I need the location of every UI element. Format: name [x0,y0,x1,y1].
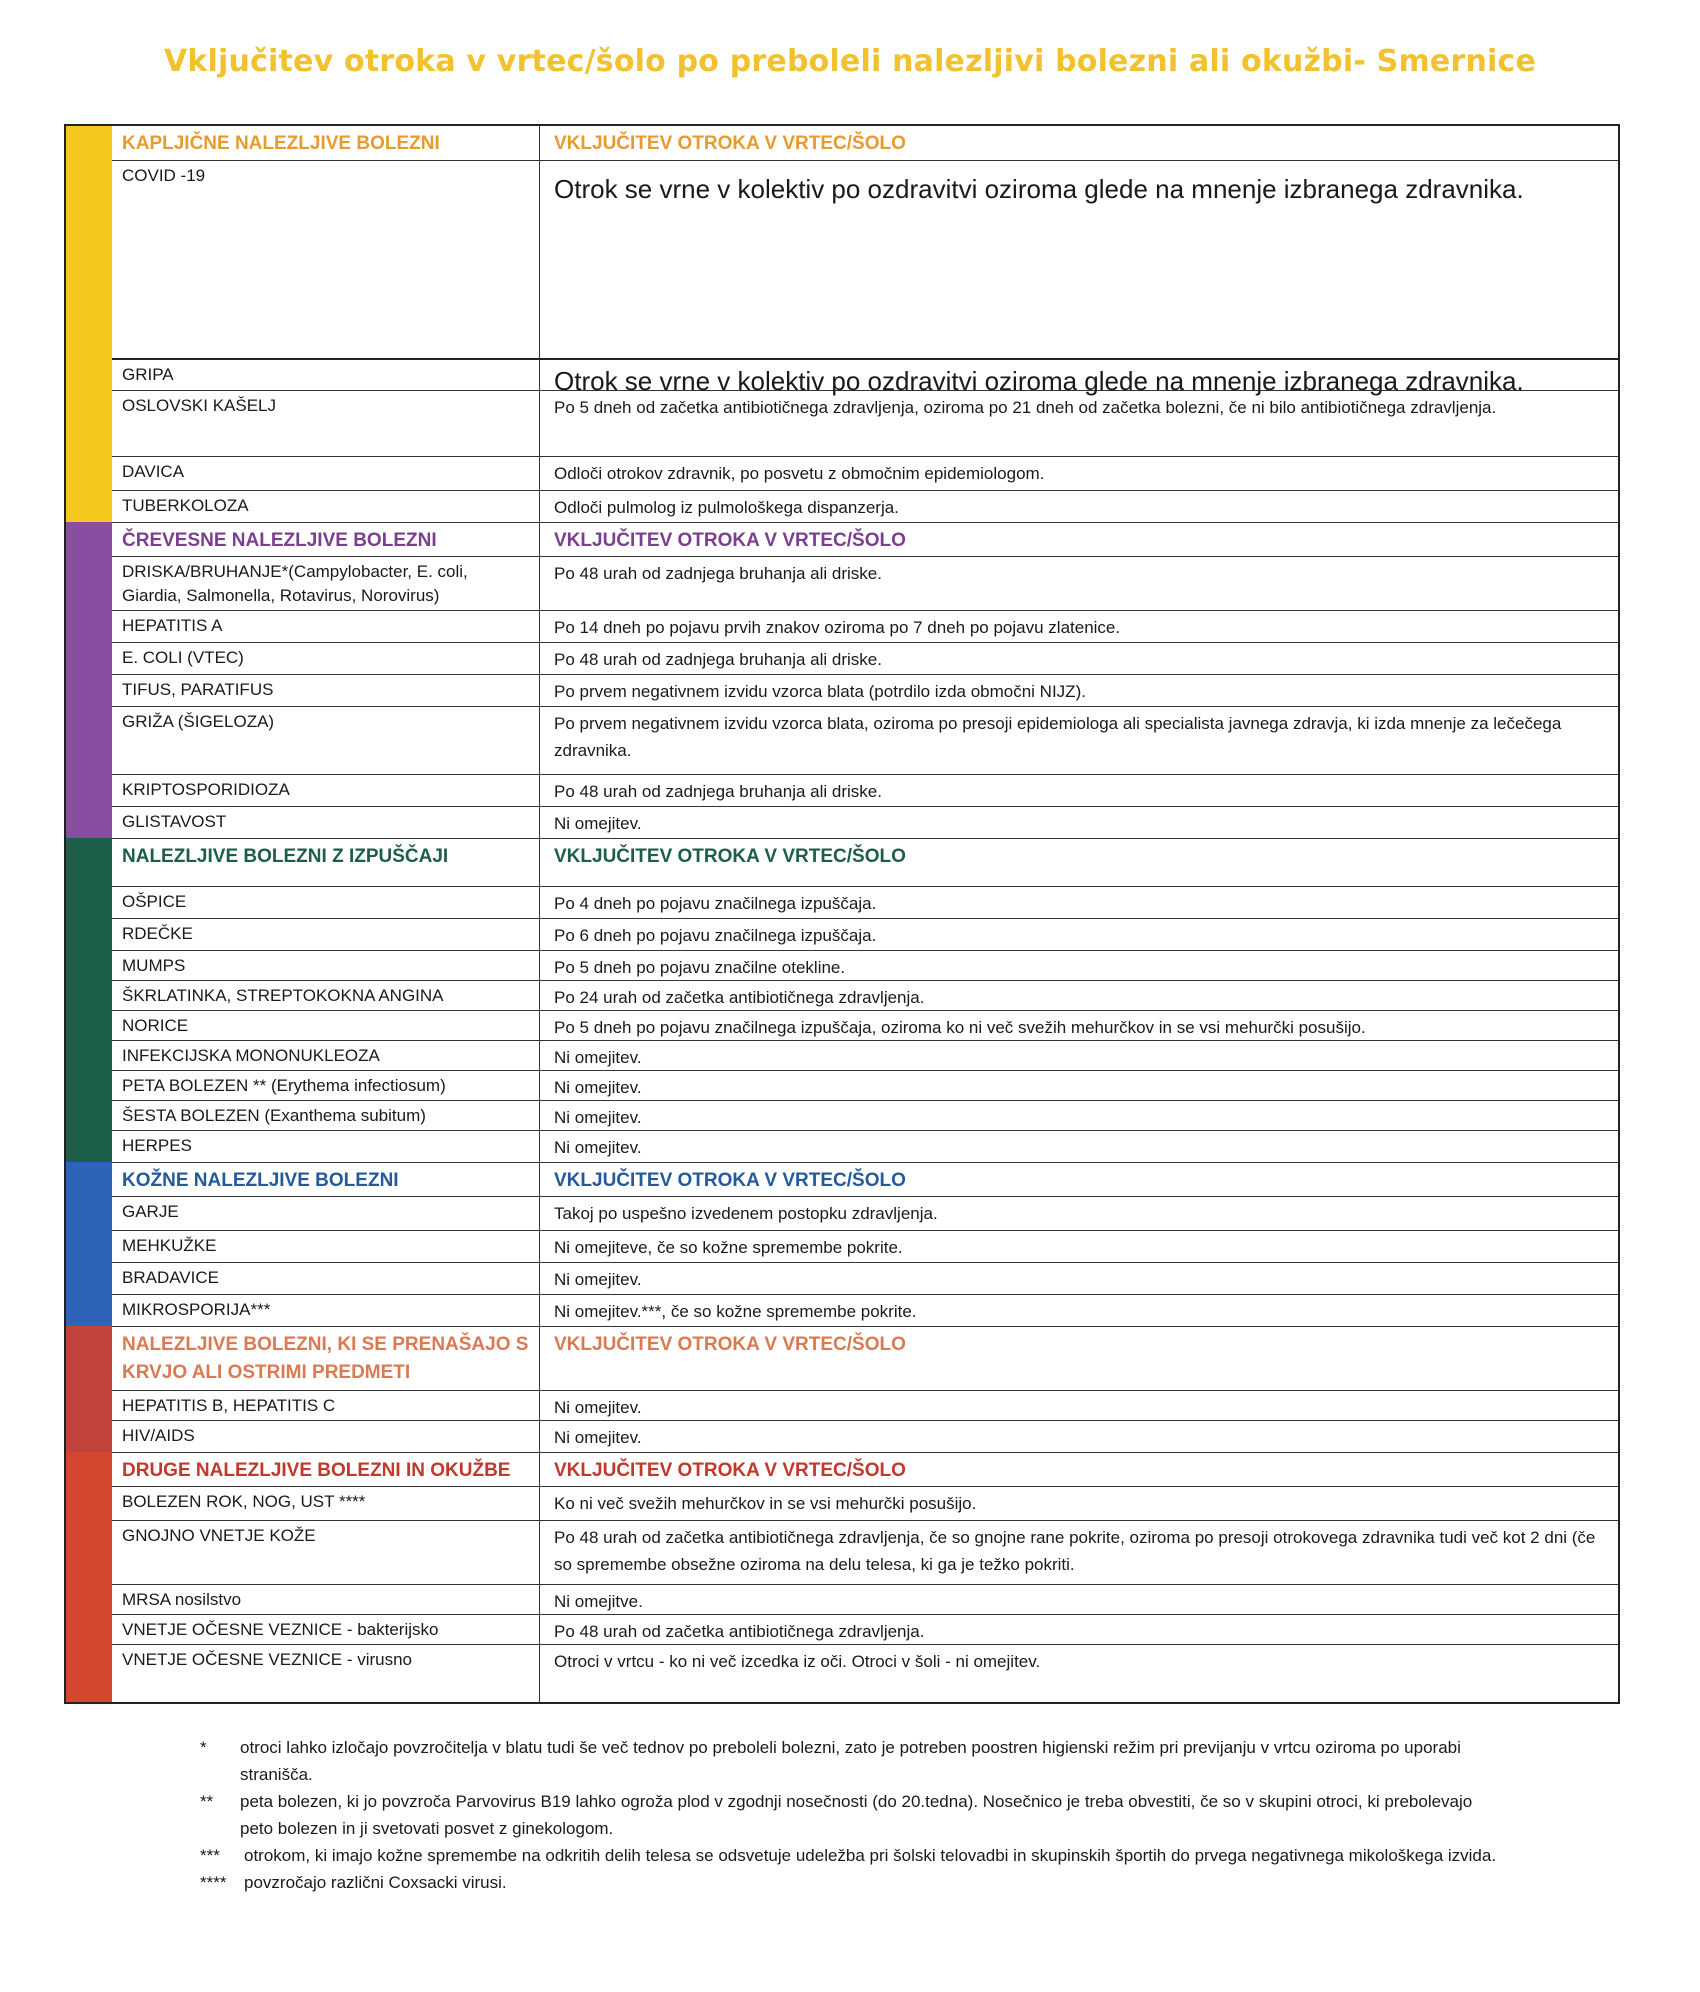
footnote [200,1788,1500,1842]
inclusion-rule: Otrok se vrne v kolektiv po ozdravitvi oziroma glede na mnenje izbranega zdravnika. [554,174,1524,204]
section-color-bar [66,1162,112,1326]
section-header-disease: ČREVESNE NALEZLJIVE BOLEZNI [112,523,540,556]
disease-name: OSLOVSKI KAŠELJ [112,391,540,456]
section-header-disease: NALEZLJIVE BOLEZNI Z IZPUŠČAJI [112,839,540,886]
disease-name: TIFUS, PARATIFUS [112,675,540,706]
disease-name: HERPES [112,1131,540,1162]
disease-name: DAVICA [112,457,540,490]
inclusion-rule: Ni omejitev. [554,1428,642,1447]
section-color-bar [66,838,112,1162]
disease-name: HIV/AIDS [112,1421,540,1452]
disease-name: BOLEZEN ROK, NOG, UST **** [112,1487,540,1520]
inclusion-rule: Po 5 dneh po pojavu značilne otekline. [554,958,846,977]
inclusion-rule: Po 48 urah od zadnjega bruhanja ali driske. [554,782,882,801]
footnote-mark: ** [200,1792,214,1811]
table-row [112,1130,1618,1162]
disease-name: PETA BOLEZEN ** (Erythema infectiosum) [112,1071,540,1100]
section-header-row [112,522,1618,556]
disease-name: MRSA nosilstvo [112,1585,540,1614]
inclusion-rule: Ko ni več svežih mehurčkov in se vsi mehurčki posušijo. [554,1494,977,1513]
inclusion-rule: Po 4 dneh po pojavu značilnega izpuščaja. [554,894,877,913]
section-krvne [66,1326,1618,1452]
section-izpuscaji [66,838,1618,1162]
table-row [112,1294,1618,1326]
inclusion-rule: Takoj po uspešno izvedenem postopku zdravljenja. [554,1204,938,1223]
inclusion-rule: Ni omejitev.***, če so kožne spremembe pokrite. [554,1302,917,1321]
table-row [112,160,1618,358]
footnote-mark: *** [200,1846,220,1865]
guidelines-table [64,124,1620,1704]
table-row [112,1644,1618,1702]
section-header-disease: KAPLJIČNE NALEZLJIVE BOLEZNI [112,126,540,160]
inclusion-rule: Ni omejitev. [554,1398,642,1417]
table-row [112,1486,1618,1520]
footnotes [200,1734,1500,1896]
inclusion-rule: Po 48 urah od zadnjega bruhanja ali driske. [554,564,882,583]
inclusion-rule: Po prvem negativnem izvidu vzorca blata (potrdilo izda območni NIJZ). [554,682,1086,701]
inclusion-rule: Ni omejitev. [554,1138,642,1157]
section-header-disease: NALEZLJIVE BOLEZNI, KI SE PRENAŠAJO S KRVJO ALI OSTRIMI PREDMETI [112,1327,540,1390]
section-header-inclusion: VKLJUČITEV OTROKA V VRTEC/ŠOLO [554,1170,906,1191]
footnote [200,1869,1500,1896]
section-kapljicne [66,126,1618,522]
section-header-inclusion: VKLJUČITEV OTROKA V VRTEC/ŠOLO [554,530,906,551]
table-row [112,1010,1618,1040]
table-row [112,1100,1618,1130]
inclusion-rule: Ni omejitve. [554,1592,643,1611]
table-row [112,1614,1618,1644]
section-color-bar [66,126,112,522]
inclusion-rule: Otrok se vrne v kolektiv po ozdravitvi oziroma glede na mnenje izbranega zdravnika. [554,366,1524,396]
inclusion-rule: Ni omejitev. [554,1078,642,1097]
footnote-text: otrokom, ki imajo kožne spremembe na odkritih delih telesa se odsvetuje udeležba pri šolski telovadbi in skupinskih športih do prvega negativnega mikološkega izvida. [244,1846,1497,1865]
disease-name: TUBERKOLOZA [112,491,540,522]
section-header-inclusion: VKLJUČITEV OTROKA V VRTEC/ŠOLO [554,1334,906,1355]
inclusion-rule: Ni omejitev. [554,1048,642,1067]
section-header-disease: DRUGE NALEZLJIVE BOLEZNI IN OKUŽBE [112,1453,540,1486]
disease-name: MEHKUŽKE [112,1231,540,1262]
disease-name: INFEKCIJSKA MONONUKLEOZA [112,1041,540,1070]
disease-name: NORICE [112,1011,540,1040]
disease-name: BRADAVICE [112,1263,540,1294]
inclusion-rule: Po 48 urah od začetka antibiotičnega zdravljenja, če so gnojne rane pokrite, oziroma po presoji otrokovega zdravnika tudi več kot 2 dni (če so spremembe obsežne oziroma na delu telesa, ki ga je težko pokriti. [554,1528,1596,1574]
table-row [112,642,1618,674]
footnote [200,1734,1500,1788]
footnote-mark: **** [200,1873,227,1892]
footnote-mark: * [200,1738,207,1757]
disease-name: ŠKRLATINKA, STREPTOKOKNA ANGINA [112,981,540,1010]
table-row [112,950,1618,980]
table-row [112,358,1618,396]
table-row [112,806,1618,838]
table-row [112,674,1618,706]
section-druge [66,1452,1618,1702]
section-crevesne [66,522,1618,838]
disease-name: KRIPTOSPORIDIOZA [112,775,540,806]
disease-name: MUMPS [112,951,540,980]
table-row [112,1520,1618,1584]
table-row [112,886,1618,918]
inclusion-rule: Po 48 urah od začetka antibiotičnega zdravljenja. [554,1622,925,1641]
disease-name: OŠPICE [112,887,540,918]
section-color-bar [66,522,112,838]
section-header-inclusion: VKLJUČITEV OTROKA V VRTEC/ŠOLO [554,846,906,867]
disease-name: GRIPA [112,360,540,390]
inclusion-rule: Po 48 urah od zadnjega bruhanja ali driske. [554,650,882,669]
section-header-row [112,1326,1618,1390]
table-row [112,1070,1618,1100]
page-title: Vključitev otroka v vrtec/šolo po preboleli nalezljivi bolezni ali okužbi- Smernice [163,44,1537,79]
table-row [112,774,1618,806]
table-row [112,610,1618,642]
section-color-bar [66,1326,112,1452]
inclusion-rule: Po prvem negativnem izvidu vzorca blata, oziroma po presoji epidemiologa ali specialista javnega zdravja, ki izda mnenje za lečečega zdravnika. [554,714,1562,760]
inclusion-rule: Po 14 dneh po pojavu prvih znakov oziroma po 7 dneh po pojavu zlatenice. [554,618,1121,637]
inclusion-rule: Ni omejitev. [554,1270,642,1289]
table-row [112,1196,1618,1230]
table-row [112,1390,1618,1420]
section-header-inclusion: VKLJUČITEV OTROKA V VRTEC/ŠOLO [554,133,906,154]
table-row [112,1584,1618,1614]
table-row [112,390,1618,456]
disease-name: GLISTAVOST [112,807,540,838]
disease-name: MIKROSPORIJA*** [112,1295,540,1326]
disease-name: VNETJE OČESNE VEZNICE - bakterijsko [112,1615,540,1644]
section-header-inclusion: VKLJUČITEV OTROKA V VRTEC/ŠOLO [554,1460,906,1481]
disease-name: E. COLI (VTEC) [112,643,540,674]
disease-name: VNETJE OČESNE VEZNICE - virusno [112,1645,540,1702]
section-header-disease: KOŽNE NALEZLJIVE BOLEZNI [112,1163,540,1196]
inclusion-rule: Po 5 dneh po pojavu značilnega izpuščaja, oziroma ko ni več svežih mehurčkov in se vsi mehurčki posušijo. [554,1018,1366,1037]
disease-name: COVID -19 [112,161,540,358]
table-row [112,456,1618,490]
inclusion-rule: Po 24 urah od začetka antibiotičnega zdravljenja. [554,988,925,1007]
inclusion-rule: Ni omejiteve, če so kožne spremembe pokrite. [554,1238,903,1257]
section-header-row [112,126,1618,160]
disease-name: DRISKA/BRUHANJE*(Campylobacter, E. coli, Giardia, Salmonella, Rotavirus, Norovirus) [112,557,540,610]
table-row [112,706,1618,774]
section-header-row [112,1452,1618,1486]
inclusion-rule: Po 5 dneh od začetka antibiotičnega zdravljenja, oziroma po 21 dneh od začetka bolezni, če ni bilo antibiotičnega zdravljenja. [554,398,1497,417]
table-row [112,1262,1618,1294]
section-header-row [112,838,1618,886]
table-row [112,490,1618,522]
section-kozne [66,1162,1618,1326]
table-row [112,556,1618,610]
section-header-row [112,1162,1618,1196]
disease-name: HEPATITIS A [112,611,540,642]
inclusion-rule: Otroci v vrtcu - ko ni več izcedka iz oči. Otroci v šoli - ni omejitev. [554,1652,1041,1671]
disease-name: RDEČKE [112,919,540,950]
table-row [112,1040,1618,1070]
disease-name: ŠESTA BOLEZEN (Exanthema subitum) [112,1101,540,1130]
inclusion-rule: Ni omejitev. [554,1108,642,1127]
footnote [200,1842,1500,1869]
footnote-text: otroci lahko izločajo povzročitelja v blatu tudi še več tednov po preboleli bolezni, zato je potreben poostren higienski režim pri previjanju v vrtcu oziroma po uporabi stranišča. [240,1738,1461,1784]
table-row [112,918,1618,950]
inclusion-rule: Odloči pulmolog iz pulmološkega dispanzerja. [554,498,899,517]
inclusion-rule: Ni omejitev. [554,814,642,833]
inclusion-rule: Po 6 dneh po pojavu značilnega izpuščaja. [554,926,877,945]
table-row [112,980,1618,1010]
section-color-bar [66,1452,112,1702]
disease-name: GARJE [112,1197,540,1230]
disease-name: GNOJNO VNETJE KOŽE [112,1521,540,1584]
inclusion-rule: Odloči otrokov zdravnik, po posvetu z območnim epidemiologom. [554,464,1045,483]
disease-name: HEPATITIS B, HEPATITIS C [112,1391,540,1420]
disease-name: GRIŽA (ŠIGELOZA) [112,707,540,774]
footnote-text: peta bolezen, ki jo povzroča Parvovirus B19 lahko ogroža plod v zgodnji nosečnosti (do 20.tedna). Nosečnico je treba obvestiti, če so v skupini otroci, ki prebolevajo peto bolezen in ji svetovati posvet z ginekologom. [240,1792,1473,1838]
table-row [112,1420,1618,1452]
footnote-text: povzročajo različni Coxsacki virusi. [244,1873,507,1892]
table-row [112,1230,1618,1262]
